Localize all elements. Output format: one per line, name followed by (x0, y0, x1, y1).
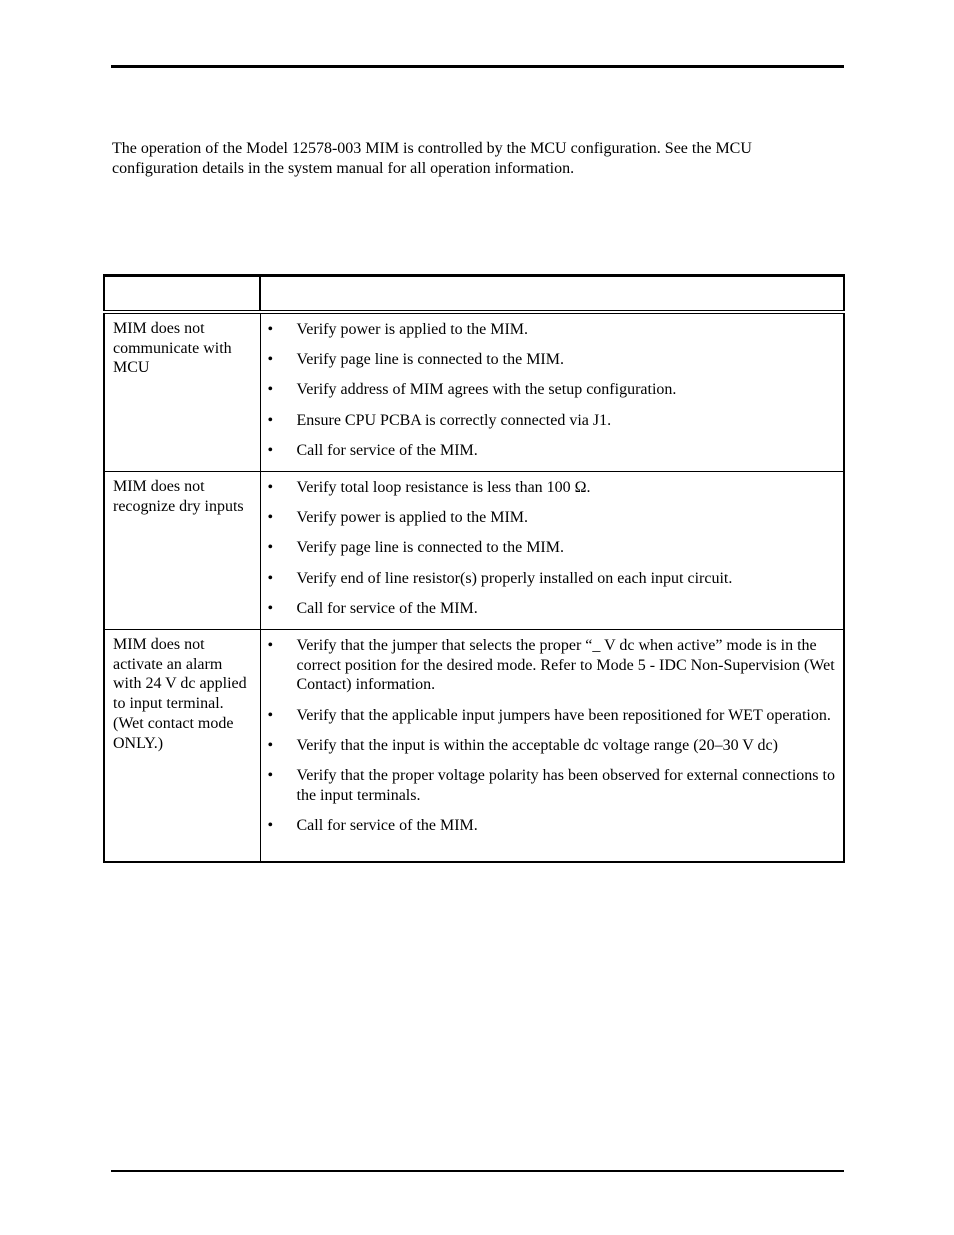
bullet-icon: • (267, 767, 274, 785)
actions-cell (260, 312, 844, 472)
action-text: Verify page line is connected to the MIM. (296, 539, 564, 557)
list-item (261, 816, 836, 836)
table-row (104, 312, 844, 472)
list-item (261, 441, 836, 461)
header-rule (111, 65, 844, 68)
list-item (261, 736, 836, 756)
bullet-icon: • (267, 411, 274, 429)
action-text: Verify address of MIM agrees with the setup configuration. (296, 381, 677, 399)
intro-paragraph: The operation of the Model 12578-003 MIM is controlled by the MCU configuration. See the MCU configuration details in the system manual for all operation information. (112, 140, 752, 177)
list-item (261, 636, 836, 695)
footer-rule (111, 1170, 844, 1172)
table-row (104, 630, 844, 863)
action-text: Verify page line is connected to the MIM. (296, 351, 564, 369)
action-text: Verify that the applicable input jumpers have been repositioned for WET operation. (296, 706, 831, 724)
action-text: Verify total loop resistance is less than 100 Ω. (296, 479, 591, 497)
bullet-icon: • (267, 637, 274, 655)
bullet-icon: • (267, 539, 274, 557)
action-list (261, 314, 844, 461)
problem-cell (104, 472, 260, 630)
action-text: Verify end of line resistor(s) properly installed on each input circuit. (296, 569, 733, 587)
header-action (260, 276, 844, 313)
bullet-icon: • (267, 321, 274, 338)
list-item (261, 569, 836, 589)
list-item (261, 599, 836, 619)
troubleshooting-table (103, 274, 845, 863)
header-problem (104, 276, 260, 313)
bullet-icon: • (267, 569, 274, 587)
actions-cell (260, 472, 844, 630)
bullet-icon: • (267, 736, 274, 754)
action-text: Verify power is applied to the MIM. (296, 321, 529, 338)
action-text: Call for service of the MIM. (296, 599, 478, 617)
bullet-icon: • (267, 706, 274, 724)
bullet-icon: • (267, 381, 274, 399)
problem-text: MIM does not recognize dry inputs (113, 478, 244, 515)
list-item (261, 350, 836, 370)
action-text: Call for service of the MIM. (296, 441, 478, 459)
list-item (261, 380, 836, 400)
action-text: Verify that the jumper that selects the proper “_ V dc when active” mode is in the correct position for the desired mode. Refer to Mode 5 - IDC Non-Supervision (Wet Contact) information. (296, 637, 835, 694)
bullet-icon: • (267, 351, 274, 369)
bullet-icon: • (267, 509, 274, 527)
action-list (261, 630, 844, 836)
list-item (261, 706, 836, 726)
actions-cell (260, 630, 844, 863)
list-item (261, 538, 836, 558)
list-item (261, 478, 836, 498)
table-header-row (104, 276, 844, 313)
list-item (261, 508, 836, 528)
problem-cell (104, 312, 260, 472)
bullet-icon: • (267, 599, 274, 617)
list-item (261, 766, 836, 805)
action-text: Verify that the input is within the acceptable dc voltage range (20–30 V dc) (296, 736, 778, 754)
list-item (261, 411, 836, 431)
action-text: Ensure CPU PCBA is correctly connected via J1. (296, 411, 612, 429)
bullet-icon: • (267, 816, 274, 834)
bullet-icon: • (267, 479, 274, 497)
table-row (104, 472, 844, 630)
problem-text: MIM does not activate an alarm with 24 V dc applied to input terminal. (Wet contact mode ONLY.) (113, 636, 247, 752)
action-text: Verify that the proper voltage polarity has been observed for external connections to the input terminals. (296, 767, 835, 804)
bullet-icon: • (267, 441, 274, 459)
problem-cell (104, 630, 260, 863)
action-text: Call for service of the MIM. (296, 816, 478, 834)
list-item (261, 320, 836, 340)
action-list (261, 472, 844, 619)
action-text: Verify power is applied to the MIM. (296, 509, 529, 527)
problem-text: MIM does not communicate with MCU (113, 320, 232, 377)
